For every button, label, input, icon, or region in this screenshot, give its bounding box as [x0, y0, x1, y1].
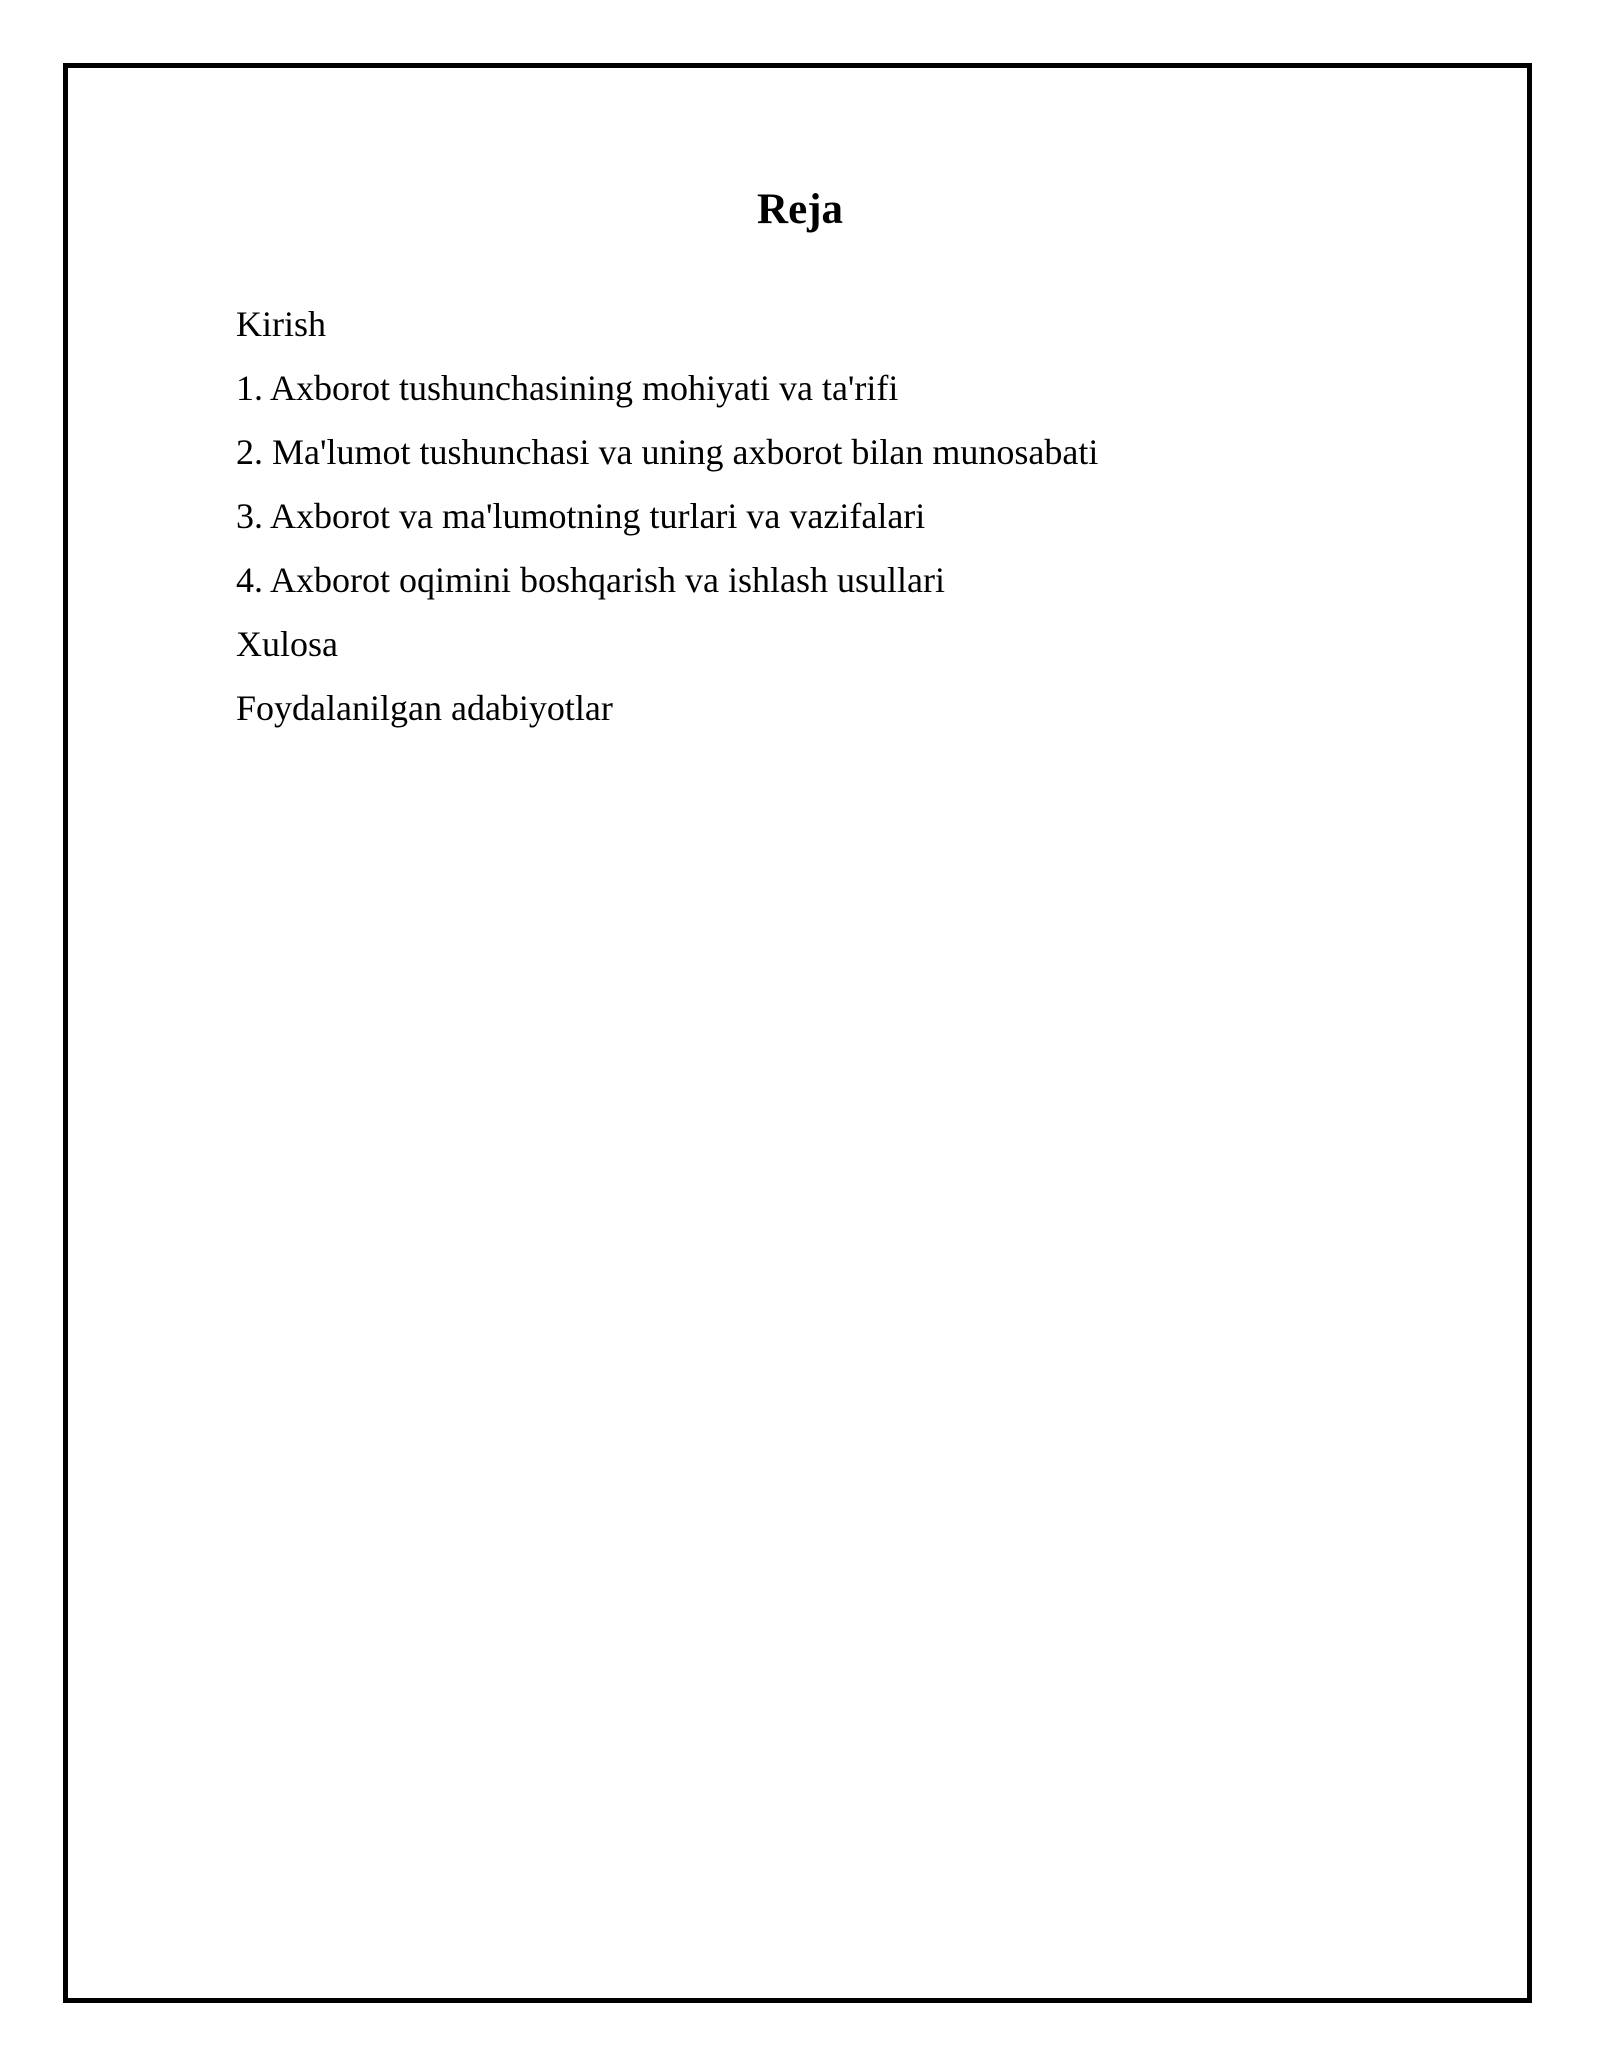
plan-item-2: 2. Ma'lumot tushunchasi va uning axborot bilan munosabati	[236, 432, 1099, 472]
page-title: Reja	[757, 186, 843, 233]
plan-item-4: 4. Axborot oqimini boshqarish va ishlash usullari	[236, 560, 945, 600]
plan-item-conclusion: Xulosa	[236, 624, 338, 664]
plan-item-introduction: Kirish	[236, 304, 326, 344]
plan-item-1: 1. Axborot tushunchasining mohiyati va ta'rifi	[236, 368, 899, 408]
plan-list	[236, 292, 1098, 740]
plan-item-3: 3. Axborot va ma'lumotning turlari va vazifalari	[236, 496, 926, 536]
plan-item-references: Foydalanilgan adabiyotlar	[236, 688, 613, 728]
